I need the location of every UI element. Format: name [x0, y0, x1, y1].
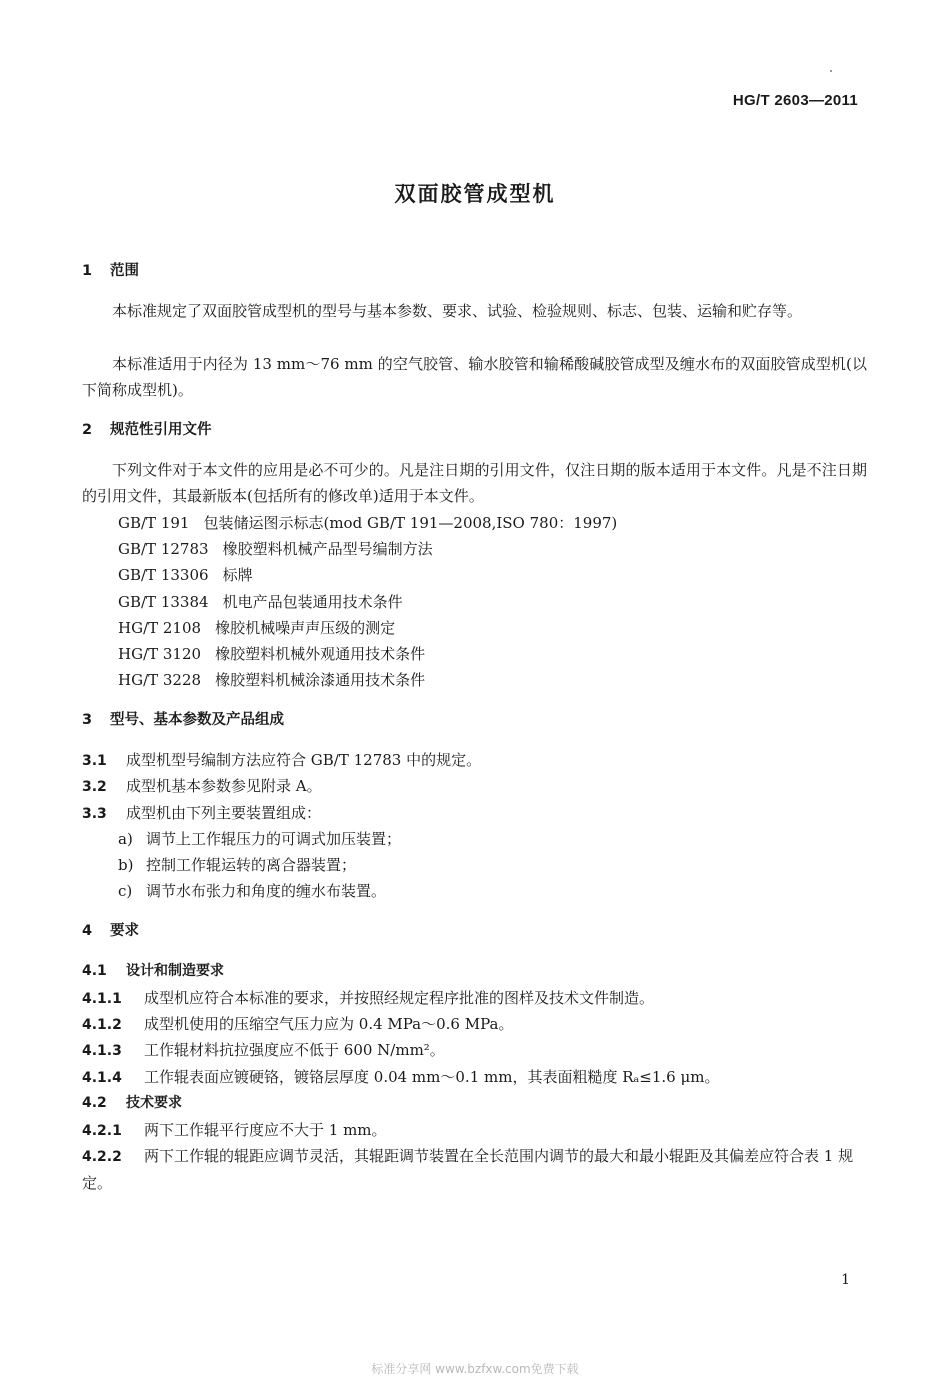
- reference-code: GB/T 13306: [118, 566, 209, 584]
- clause-number: 4.1.1: [82, 991, 122, 1007]
- document-title: 双面胶管成型机: [394, 182, 556, 206]
- clause-number: 3.1: [82, 753, 107, 769]
- clause-3-2: [82, 773, 867, 800]
- list-label: b): [118, 856, 134, 874]
- reference-name: 橡胶塑料机械产品型号编制方法: [222, 540, 433, 558]
- page-number: 1: [841, 1272, 850, 1288]
- scan-speck: [830, 70, 832, 72]
- subsection-number: 4.1: [82, 963, 107, 979]
- reference-code: GB/T 13384: [118, 593, 209, 611]
- list-label: a): [118, 830, 133, 848]
- clause-text: 成型机由下列主要装置组成：: [126, 804, 322, 822]
- reference-item: [82, 667, 903, 693]
- clause-number: 4.1.4: [82, 1070, 122, 1086]
- clause-number: 3.3: [82, 806, 107, 822]
- subsection-4-1-heading: [82, 958, 867, 984]
- section-number: 2: [82, 422, 93, 438]
- subsection-title: 技术要求: [126, 1095, 182, 1111]
- list-text: 调节水布张力和角度的缠水布装置。: [146, 882, 387, 900]
- clause-number: 4.2.2: [82, 1149, 122, 1165]
- reference-name: 橡胶塑料机械外观通用技术条件: [215, 645, 426, 663]
- section-1-paragraph-2: 本标准适用于内径为 13 mm～76 mm 的空气胶管、输水胶管和输稀酸碱胶管成型及缠水布的双面胶管成型机(以下简称成型机)。: [82, 355, 867, 399]
- clause-number: 4.2.1: [82, 1123, 122, 1139]
- list-text: 控制工作辊运转的离合器装置；: [146, 856, 357, 874]
- reference-item: [82, 510, 903, 536]
- section-title: 范围: [110, 263, 139, 279]
- list-item: [82, 852, 903, 878]
- clause-4-1-4: [82, 1064, 867, 1091]
- section-title: 规范性引用文件: [110, 422, 212, 438]
- section-number: 4: [82, 923, 93, 939]
- watermark: 标准分享网 www.bzfxw.com免费下载: [371, 1362, 579, 1376]
- section-1-heading: [82, 258, 867, 284]
- clause-text: 工作辊表面应镀硬铬，镀铬层厚度 0.04 mm～0.1 mm，其表面粗糙度 Rₐ≤1.6 μm。: [144, 1068, 720, 1086]
- clause-4-2-1: [82, 1117, 867, 1144]
- list-text: 调节上工作辊压力的可调式加压装置；: [146, 830, 402, 848]
- section-4-heading: [82, 918, 867, 944]
- reference-name: 标牌: [222, 566, 253, 584]
- clause-number: 4.1.3: [82, 1043, 122, 1059]
- section-number: 1: [82, 263, 93, 279]
- reference-code: GB/T 12783: [118, 540, 209, 558]
- list-label: c): [118, 882, 133, 900]
- clause-text: 成型机应符合本标准的要求，并按照经规定程序批准的图样及技术文件制造。: [144, 989, 655, 1007]
- reference-item: [82, 641, 903, 667]
- reference-name: 橡胶机械噪声声压级的测定: [215, 619, 396, 637]
- clause-4-1-1: [82, 985, 867, 1012]
- reference-code: HG/T 3228: [118, 671, 202, 689]
- clause-text: 成型机使用的压缩空气压力应为 0.4 MPa～0.6 MPa。: [144, 1015, 514, 1033]
- clause-text: 成型机基本参数参见附录 A。: [126, 777, 322, 795]
- section-title: 要求: [110, 923, 139, 939]
- clause-4-1-3: [82, 1037, 867, 1064]
- clause-text: 两下工作辊平行度应不大于 1 mm。: [144, 1121, 387, 1139]
- list-item: [82, 878, 903, 904]
- section-2-heading: [82, 417, 867, 443]
- clause-number: 4.1.2: [82, 1017, 122, 1033]
- section-title: 型号、基本参数及产品组成: [110, 712, 284, 728]
- reference-name: 机电产品包装通用技术条件: [222, 593, 403, 611]
- list-item: [82, 826, 903, 852]
- section-2-paragraph: 下列文件对于本文件的应用是必不可少的。凡是注日期的引用文件，仅注日期的版本适用于本文件。凡是不注日期的引用文件，其最新版本(包括所有的修改单)适用于本文件。: [82, 461, 867, 505]
- reference-item: [82, 536, 903, 562]
- reference-item: [82, 562, 903, 588]
- subsection-4-2-heading: [82, 1090, 867, 1116]
- clause-text: 工作辊材料抗拉强度应不低于 600 N/mm²。: [144, 1041, 445, 1059]
- clause-4-2-2: [82, 1143, 867, 1196]
- clause-3-1: [82, 747, 867, 774]
- reference-code: HG/T 2108: [118, 619, 202, 637]
- section-1-paragraph-1: 本标准规定了双面胶管成型机的型号与基本参数、要求、试验、检验规则、标志、包装、运输和贮存等。: [112, 302, 803, 320]
- reference-name: 橡胶塑料机械涂漆通用技术条件: [215, 671, 426, 689]
- reference-item: [82, 615, 903, 641]
- clause-text: 两下工作辊的辊距应调节灵活，其辊距调节装置在全长范围内调节的最大和最小辊距及其偏差应符合表 1 规定。: [82, 1147, 854, 1192]
- section-3-heading: [82, 707, 867, 733]
- reference-code: GB/T 191: [118, 514, 190, 532]
- subsection-number: 4.2: [82, 1095, 107, 1111]
- reference-code: HG/T 3120: [118, 645, 202, 663]
- reference-name: 包装储运图示标志(mod GB/T 191—2008,ISO 780：1997): [203, 514, 618, 532]
- subsection-title: 设计和制造要求: [126, 963, 224, 979]
- clause-text: 成型机型号编制方法应符合 GB/T 12783 中的规定。: [126, 751, 482, 769]
- clause-number: 3.2: [82, 779, 107, 795]
- clause-3-3: [82, 800, 867, 827]
- section-number: 3: [82, 712, 93, 728]
- reference-item: [82, 589, 903, 615]
- clause-4-1-2: [82, 1011, 867, 1038]
- standard-code: HG/T 2603—2011: [732, 92, 858, 109]
